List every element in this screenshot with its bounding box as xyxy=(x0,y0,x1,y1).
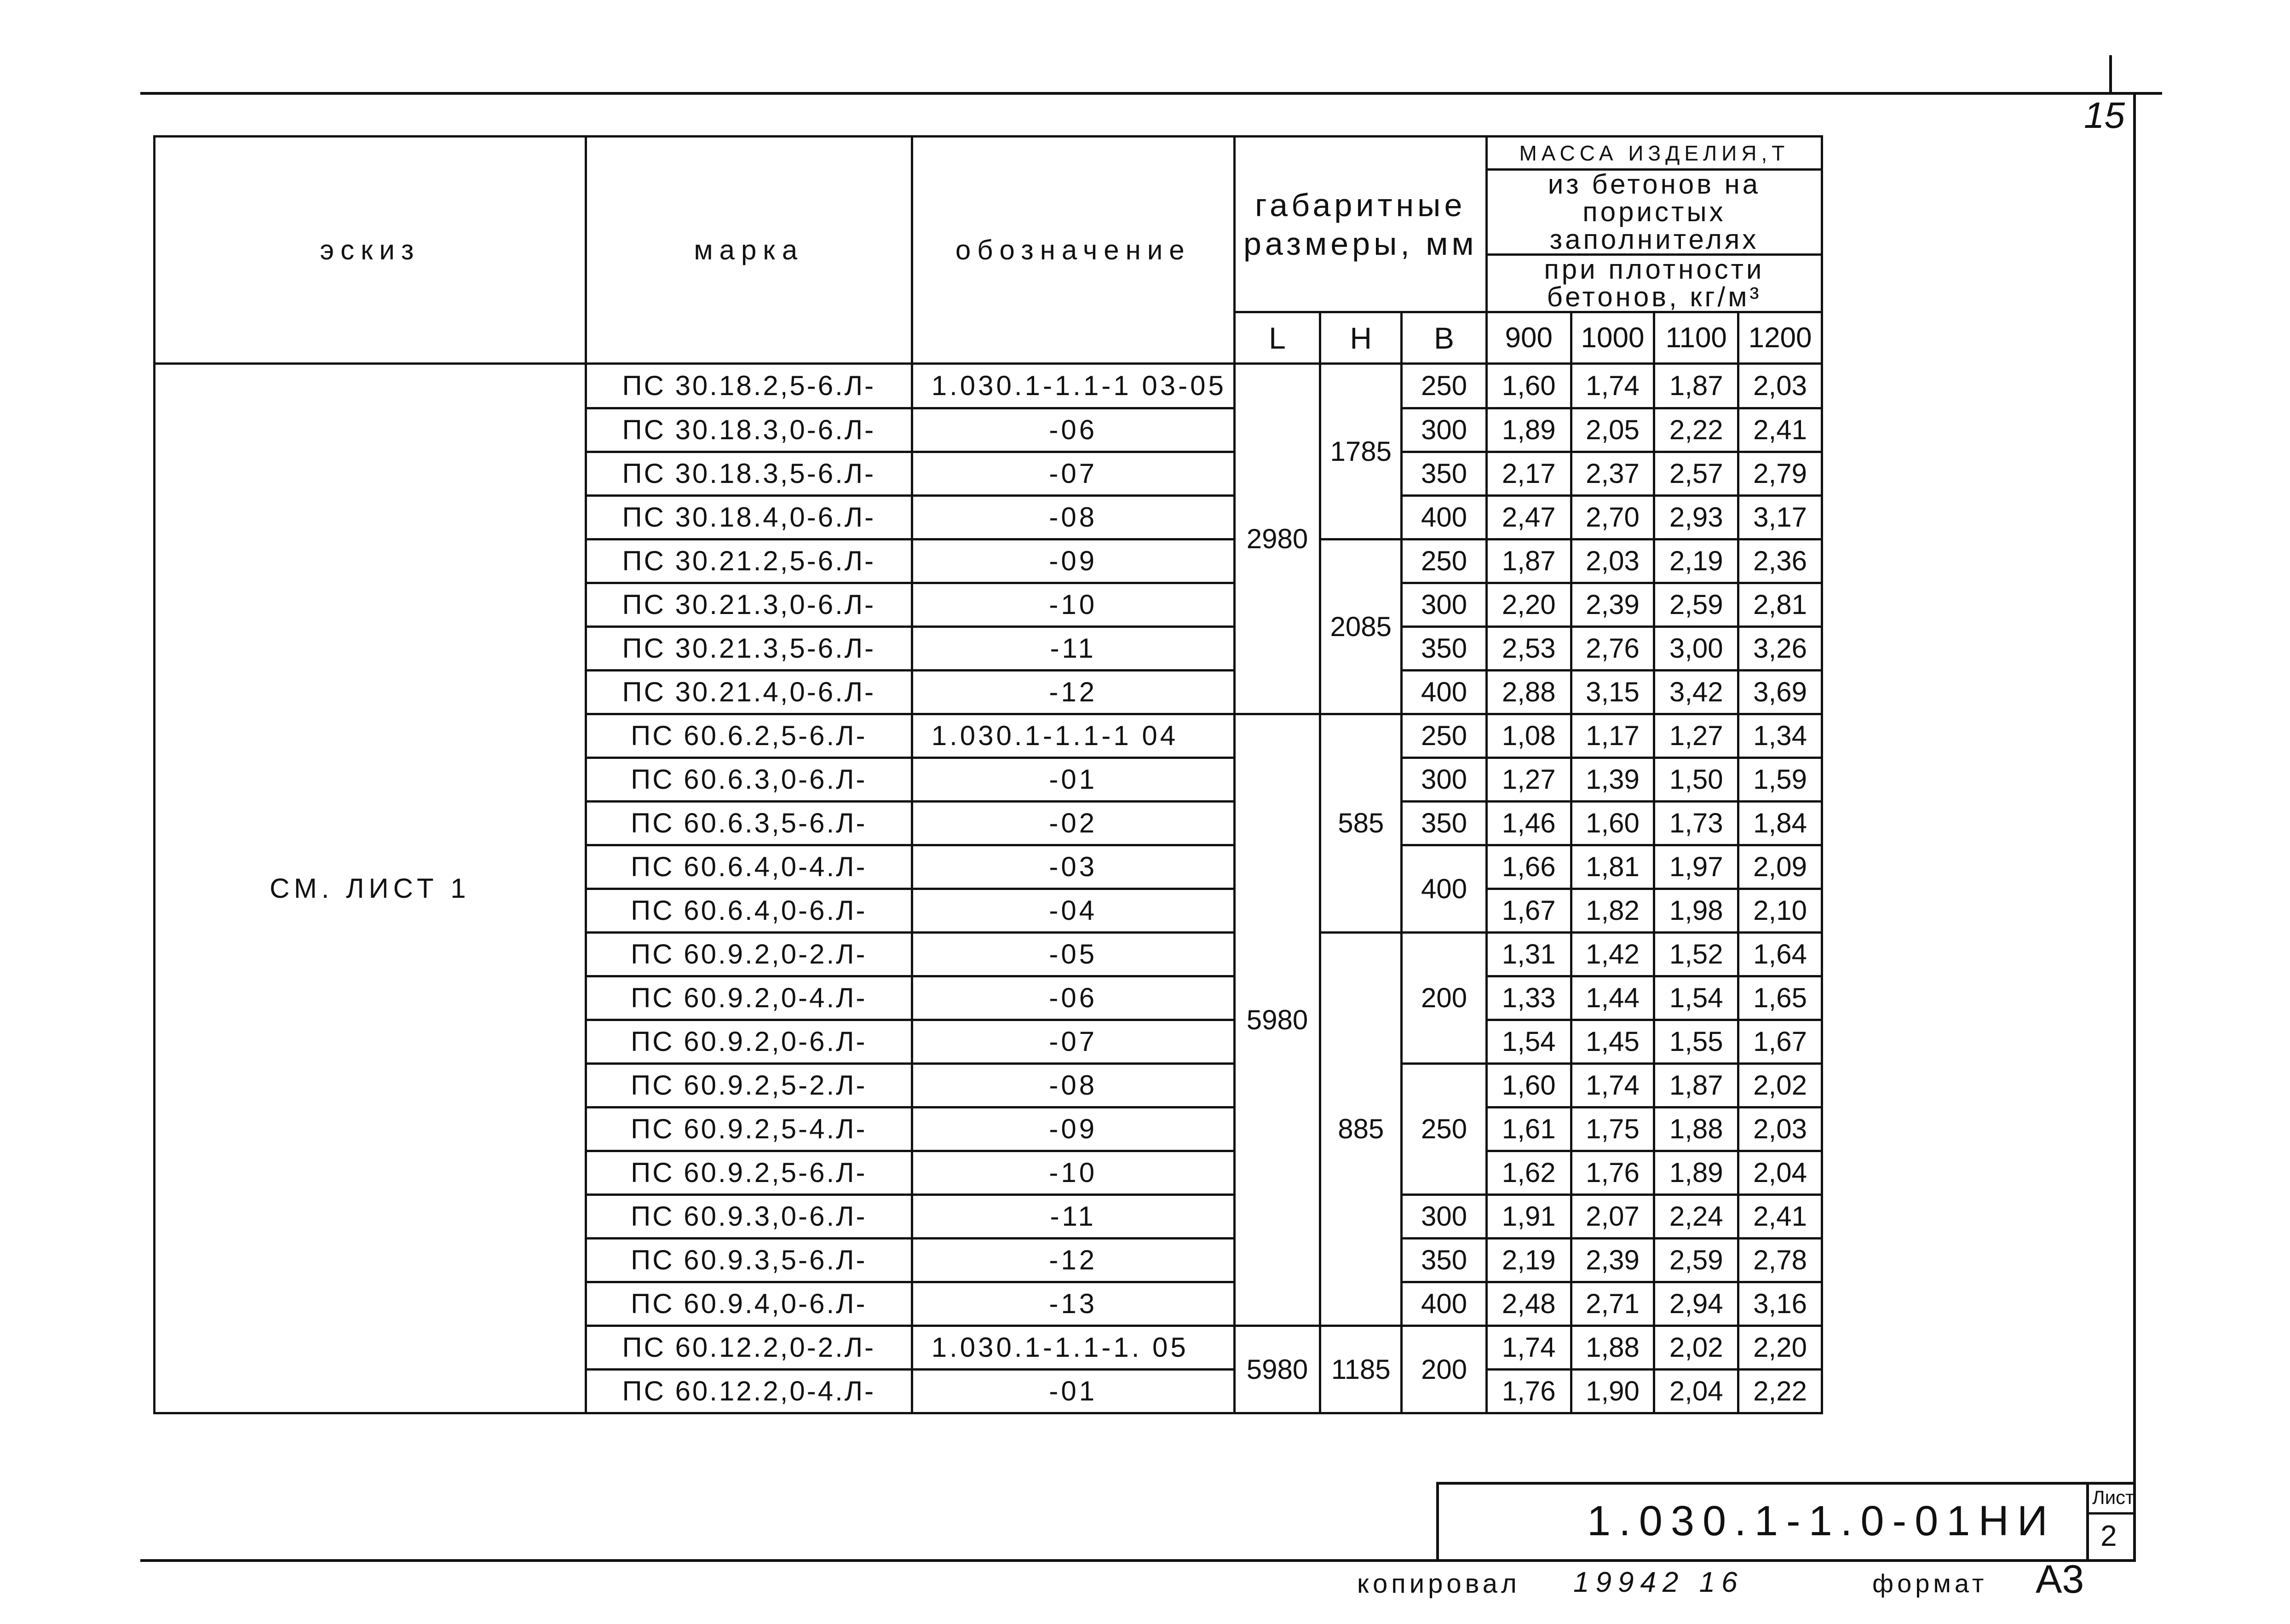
sheet-label: Лист xyxy=(2092,1486,2135,1508)
header-dim-b: В xyxy=(1402,312,1487,364)
mark-cell: ПС 30.18.2,5-6.Л- xyxy=(586,364,912,408)
mass-cell: 2,59 xyxy=(1654,583,1738,627)
width-cell: 250 xyxy=(1402,364,1487,408)
mark-cell: ПС 60.9.2,5-4.Л- xyxy=(586,1108,912,1151)
mass-cell: 1,60 xyxy=(1571,802,1654,845)
mass-cell: 3,69 xyxy=(1738,671,1822,714)
mass-cell: 2,03 xyxy=(1738,1108,1822,1151)
designation-cell: -09 xyxy=(912,1108,1234,1151)
height-cell: 1185 xyxy=(1320,1326,1402,1413)
mark-cell: ПС 60.9.2,0-2.Л- xyxy=(586,933,912,976)
mass-cell: 3,42 xyxy=(1654,671,1738,714)
designation-cell: -12 xyxy=(912,1239,1234,1282)
width-cell: 250 xyxy=(1402,1064,1487,1195)
width-cell: 300 xyxy=(1402,408,1487,452)
width-cell: 350 xyxy=(1402,1239,1487,1282)
mark-cell: ПС 30.21.2,5-6.Л- xyxy=(586,539,912,583)
width-cell: 400 xyxy=(1402,845,1487,933)
mass-cell: 2,39 xyxy=(1571,1239,1654,1282)
top-frame-line xyxy=(140,92,2162,95)
length-cell: 5980 xyxy=(1234,714,1320,1326)
mark-cell: ПС 60.9.4,0-6.Л- xyxy=(586,1282,912,1326)
header-mass-sub1-line2: заполнителях xyxy=(1549,224,1759,255)
copied-label: копировал xyxy=(1357,1569,1520,1599)
mass-cell: 1,87 xyxy=(1654,364,1738,408)
mark-cell: ПС 30.21.4,0-6.Л- xyxy=(586,671,912,714)
designation-cell: -02 xyxy=(912,802,1234,845)
mass-cell: 2,03 xyxy=(1571,539,1654,583)
mass-cell: 1,98 xyxy=(1654,889,1738,933)
header-dimensions-line1: габаритные xyxy=(1255,187,1466,223)
mass-cell: 3,15 xyxy=(1571,671,1654,714)
mass-cell: 3,17 xyxy=(1738,496,1822,539)
mass-cell: 2,02 xyxy=(1738,1064,1822,1108)
width-cell: 400 xyxy=(1402,496,1487,539)
mass-cell: 2,22 xyxy=(1654,408,1738,452)
width-cell: 200 xyxy=(1402,1326,1487,1413)
copied-note: 19942 16 xyxy=(1573,1567,1744,1598)
sheet-box-divider xyxy=(2086,1512,2135,1515)
mass-cell: 2,36 xyxy=(1738,539,1822,583)
mass-cell: 1,27 xyxy=(1486,758,1571,802)
mass-cell: 2,47 xyxy=(1486,496,1571,539)
mass-cell: 2,94 xyxy=(1654,1282,1738,1326)
mass-cell: 2,59 xyxy=(1654,1239,1738,1282)
mark-cell: ПС 60.9.3,5-6.Л- xyxy=(586,1239,912,1282)
header-dim-h: Н xyxy=(1320,312,1402,364)
designation-cell: -06 xyxy=(912,976,1234,1020)
corner-tick xyxy=(2109,55,2112,93)
mass-cell: 2,20 xyxy=(1738,1326,1822,1370)
mass-cell: 2,53 xyxy=(1486,627,1571,671)
designation-cell: -11 xyxy=(912,627,1234,671)
designation-cell: -05 xyxy=(912,933,1234,976)
designation-cell: -04 xyxy=(912,889,1234,933)
width-cell: 400 xyxy=(1402,671,1487,714)
mark-cell: ПС 60.6.4,0-6.Л- xyxy=(586,889,912,933)
mark-cell: ПС 60.12.2,0-4.Л- xyxy=(586,1370,912,1413)
mass-cell: 1,67 xyxy=(1738,1020,1822,1064)
header-dimensions-line2: размеры, мм xyxy=(1243,225,1478,262)
designation-cell: 1.030.1-1.1-1. 05 xyxy=(912,1326,1234,1370)
mass-cell: 2,02 xyxy=(1654,1326,1738,1370)
mass-cell: 1,91 xyxy=(1486,1195,1571,1239)
format-label: формат xyxy=(1872,1569,1988,1598)
mass-cell: 1,59 xyxy=(1738,758,1822,802)
header-mark: марка xyxy=(586,137,912,364)
mass-cell: 2,48 xyxy=(1486,1282,1571,1326)
designation-cell: -06 xyxy=(912,408,1234,452)
width-cell: 250 xyxy=(1402,539,1487,583)
mark-cell: ПС 30.18.3,5-6.Л- xyxy=(586,452,912,496)
mark-cell: ПС 60.6.4,0-4.Л- xyxy=(586,845,912,889)
mass-cell: 2,19 xyxy=(1654,539,1738,583)
designation-cell: 1.030.1-1.1-1 03-05 xyxy=(912,364,1234,408)
mass-cell: 1,74 xyxy=(1486,1326,1571,1370)
mass-cell: 1,46 xyxy=(1486,802,1571,845)
mass-cell: 2,37 xyxy=(1571,452,1654,496)
designation-cell: -09 xyxy=(912,539,1234,583)
mass-cell: 1,81 xyxy=(1571,845,1654,889)
designation-cell: -07 xyxy=(912,1020,1234,1064)
mass-cell: 2,19 xyxy=(1486,1239,1571,1282)
mark-cell: ПС 60.9.2,5-6.Л- xyxy=(586,1151,912,1195)
mark-cell: ПС 30.21.3,0-6.Л- xyxy=(586,583,912,627)
mass-cell: 1,84 xyxy=(1738,802,1822,845)
mass-cell: 1,88 xyxy=(1654,1108,1738,1151)
header-mass-sub1 xyxy=(1486,170,1822,255)
mass-cell: 2,17 xyxy=(1486,452,1571,496)
designation-cell: -11 xyxy=(912,1195,1234,1239)
right-frame-line xyxy=(2133,94,2136,1561)
designation-cell: -13 xyxy=(912,1282,1234,1326)
mass-cell: 2,22 xyxy=(1738,1370,1822,1413)
mass-cell: 1,54 xyxy=(1654,976,1738,1020)
mass-cell: 1,87 xyxy=(1654,1064,1738,1108)
height-cell: 885 xyxy=(1320,933,1402,1326)
mass-cell: 1,90 xyxy=(1571,1370,1654,1413)
mass-cell: 1,75 xyxy=(1571,1108,1654,1151)
mass-cell: 1,34 xyxy=(1738,714,1822,758)
header-density: 900 xyxy=(1486,312,1571,364)
mark-cell: ПС 60.6.3,0-6.Л- xyxy=(586,758,912,802)
mass-cell: 1,54 xyxy=(1486,1020,1571,1064)
mass-cell: 1,60 xyxy=(1486,364,1571,408)
mass-cell: 1,64 xyxy=(1738,933,1822,976)
mass-cell: 1,31 xyxy=(1486,933,1571,976)
mass-cell: 1,52 xyxy=(1654,933,1738,976)
mark-cell: ПС 60.9.2,0-6.Л- xyxy=(586,1020,912,1064)
mass-cell: 3,00 xyxy=(1654,627,1738,671)
width-cell: 350 xyxy=(1402,627,1487,671)
product-table xyxy=(153,135,1823,1414)
mass-cell: 1,74 xyxy=(1571,1064,1654,1108)
mark-cell: ПС 60.9.2,0-4.Л- xyxy=(586,976,912,1020)
mass-cell: 2,05 xyxy=(1571,408,1654,452)
width-cell: 200 xyxy=(1402,933,1487,1064)
mass-cell: 1,39 xyxy=(1571,758,1654,802)
mass-cell: 2,78 xyxy=(1738,1239,1822,1282)
designation-cell: -08 xyxy=(912,1064,1234,1108)
mark-cell: ПС 60.9.2,5-2.Л- xyxy=(586,1064,912,1108)
mass-cell: 2,76 xyxy=(1571,627,1654,671)
mass-cell: 2,07 xyxy=(1571,1195,1654,1239)
width-cell: 300 xyxy=(1402,758,1487,802)
document-code: 1.030.1-1.0-01НИ xyxy=(1587,1498,2056,1544)
mass-cell: 2,10 xyxy=(1738,889,1822,933)
sketch-reference: СМ. ЛИСТ 1 xyxy=(155,364,586,1413)
mass-cell: 1,33 xyxy=(1486,976,1571,1020)
header-dimensions xyxy=(1234,137,1486,312)
header-density: 1100 xyxy=(1654,312,1738,364)
mass-cell: 2,24 xyxy=(1654,1195,1738,1239)
mass-cell: 1,27 xyxy=(1654,714,1738,758)
height-cell: 2085 xyxy=(1320,539,1402,714)
mass-cell: 1,17 xyxy=(1571,714,1654,758)
mass-cell: 2,88 xyxy=(1486,671,1571,714)
width-cell: 350 xyxy=(1402,802,1487,845)
mass-cell: 2,71 xyxy=(1571,1282,1654,1326)
sheet-number: 2 xyxy=(2100,1519,2117,1552)
mass-cell: 2,41 xyxy=(1738,1195,1822,1239)
header-mass-sub2-line1: при плотности xyxy=(1544,254,1765,285)
mass-cell: 1,61 xyxy=(1486,1108,1571,1151)
designation-cell: -08 xyxy=(912,496,1234,539)
mark-cell: ПС 30.21.3,5-6.Л- xyxy=(586,627,912,671)
mass-cell: 1,50 xyxy=(1654,758,1738,802)
width-cell: 300 xyxy=(1402,1195,1487,1239)
mass-cell: 1,62 xyxy=(1486,1151,1571,1195)
mass-cell: 1,60 xyxy=(1486,1064,1571,1108)
mass-cell: 1,65 xyxy=(1738,976,1822,1020)
mass-cell: 2,81 xyxy=(1738,583,1822,627)
mass-cell: 1,42 xyxy=(1571,933,1654,976)
mass-cell: 2,41 xyxy=(1738,408,1822,452)
designation-cell: 1.030.1-1.1-1 04 xyxy=(912,714,1234,758)
mass-cell: 2,09 xyxy=(1738,845,1822,889)
width-cell: 250 xyxy=(1402,714,1487,758)
header-dim-l: L xyxy=(1234,312,1320,364)
header-mass-title: МАССА ИЗДЕЛИЯ,Т xyxy=(1486,137,1822,170)
designation-cell: -07 xyxy=(912,452,1234,496)
designation-cell: -10 xyxy=(912,583,1234,627)
mass-cell: 1,87 xyxy=(1486,539,1571,583)
length-cell: 5980 xyxy=(1234,1326,1320,1413)
mass-cell: 1,89 xyxy=(1486,408,1571,452)
mass-cell: 2,39 xyxy=(1571,583,1654,627)
mass-cell: 1,82 xyxy=(1571,889,1654,933)
mass-cell: 2,04 xyxy=(1738,1151,1822,1195)
designation-cell: -01 xyxy=(912,758,1234,802)
header-density: 1000 xyxy=(1571,312,1654,364)
width-cell: 300 xyxy=(1402,583,1487,627)
mass-cell: 2,70 xyxy=(1571,496,1654,539)
mass-cell: 2,57 xyxy=(1654,452,1738,496)
mass-cell: 2,04 xyxy=(1654,1370,1738,1413)
mass-cell: 1,44 xyxy=(1571,976,1654,1020)
mark-cell: ПС 30.18.4,0-6.Л- xyxy=(586,496,912,539)
mass-cell: 3,26 xyxy=(1738,627,1822,671)
header-mass-sub2 xyxy=(1486,255,1822,312)
designation-cell: -03 xyxy=(912,845,1234,889)
header-designation: обозначение xyxy=(912,137,1234,364)
mass-cell: 1,08 xyxy=(1486,714,1571,758)
height-cell: 585 xyxy=(1320,714,1402,933)
mark-cell: ПС 60.6.2,5-6.Л- xyxy=(586,714,912,758)
format-value: А3 xyxy=(2036,1557,2084,1601)
length-cell: 2980 xyxy=(1234,364,1320,714)
designation-cell: -10 xyxy=(912,1151,1234,1195)
mass-cell: 1,76 xyxy=(1486,1370,1571,1413)
height-cell: 1785 xyxy=(1320,364,1402,539)
mass-cell: 2,20 xyxy=(1486,583,1571,627)
mass-cell: 2,93 xyxy=(1654,496,1738,539)
mass-cell: 1,88 xyxy=(1571,1326,1654,1370)
header-sketch: эскиз xyxy=(155,137,586,364)
width-cell: 350 xyxy=(1402,452,1487,496)
mass-cell: 1,66 xyxy=(1486,845,1571,889)
mark-cell: ПС 30.18.3,0-6.Л- xyxy=(586,408,912,452)
mass-cell: 1,67 xyxy=(1486,889,1571,933)
mark-cell: ПС 60.12.2,0-2.Л- xyxy=(586,1326,912,1370)
designation-cell: -12 xyxy=(912,671,1234,714)
mass-cell: 2,03 xyxy=(1738,364,1822,408)
mass-cell: 1,45 xyxy=(1571,1020,1654,1064)
mass-cell: 1,74 xyxy=(1571,364,1654,408)
width-cell: 400 xyxy=(1402,1282,1487,1326)
mass-cell: 2,79 xyxy=(1738,452,1822,496)
mark-cell: ПС 60.6.3,5-6.Л- xyxy=(586,802,912,845)
mass-cell: 1,76 xyxy=(1571,1151,1654,1195)
mass-cell: 1,73 xyxy=(1654,802,1738,845)
mass-cell: 3,16 xyxy=(1738,1282,1822,1326)
mark-cell: ПС 60.9.3,0-6.Л- xyxy=(586,1195,912,1239)
header-mass-sub2-line2: бетонов, кг/м³ xyxy=(1547,281,1762,312)
header-mass-sub1-line1: из бетонов на пористых xyxy=(1548,169,1761,227)
mass-cell: 1,89 xyxy=(1654,1151,1738,1195)
designation-cell: -01 xyxy=(912,1370,1234,1413)
mass-cell: 1,97 xyxy=(1654,845,1738,889)
page-mark: 15 xyxy=(2084,95,2125,136)
header-density: 1200 xyxy=(1738,312,1822,364)
mass-cell: 1,55 xyxy=(1654,1020,1738,1064)
